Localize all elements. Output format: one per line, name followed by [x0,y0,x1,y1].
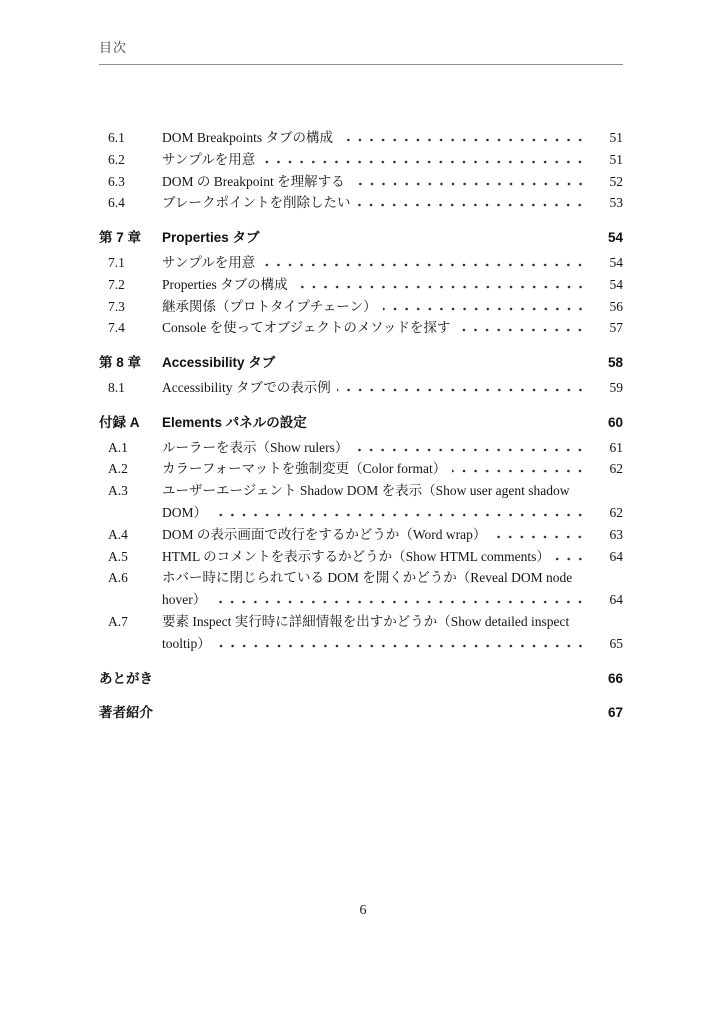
toc-chapter-row[interactable] [99,668,623,690]
toc-entry-row[interactable] [99,377,623,399]
chapter-page-number: 60 [607,414,623,430]
entry-page-number: 63 [609,526,623,542]
entry-title: 継承関係（プロトタイプチェーン） [162,298,377,314]
entry-page-number: 51 [609,151,623,167]
dot-leader [351,182,586,186]
leader-spacer [159,713,586,717]
chapter-label: 付録 A [99,414,140,430]
entry-number: 6.4 [108,195,125,211]
dot-leader [452,469,586,473]
entry-title: Properties タブの構成 [162,276,288,292]
page-number: 6 [359,903,367,918]
entry-page-number: 62 [609,504,623,520]
running-head [99,0,623,65]
toc-entry-row[interactable] [99,296,623,318]
chapter-label: 第 7 章 [99,230,142,246]
entry-number: 6.3 [108,173,125,189]
toc-entry-row[interactable] [99,171,623,193]
entry-number: A.1 [108,439,128,455]
entry-title-continuation: DOM） [162,504,208,520]
entry-number: A.6 [108,570,128,586]
entry-page-number: 54 [609,276,623,292]
toc-entry-row[interactable] [99,274,623,296]
entry-title: ブレークポイントを削除したい [162,195,351,211]
entry-number: A.5 [108,548,128,564]
entry-page-number: 54 [609,254,623,270]
entry-number: 6.1 [108,130,125,145]
toc-group [99,352,623,399]
toc-group [99,127,623,214]
dot-leader [356,203,586,207]
toc-entry-row[interactable] [99,546,623,568]
entry-page-number: 61 [609,439,623,455]
chapter-title: 著者紹介 [99,705,153,721]
entry-number: A.4 [108,526,128,542]
page-content [99,0,623,727]
entry-number: 8.1 [108,379,125,395]
entry-title: 要素 Inspect 実行時に詳細情報を出すかどうか（Show detailed inspect [162,613,570,629]
entry-title: HTML のコメントを表示するかどうか（Show HTML comments） [162,548,550,564]
entry-title: DOM の表示画面で改行をするかどうか（Word wrap） [162,526,487,542]
toc-group [99,412,623,655]
entry-page-number: 62 [609,461,623,477]
entry-title-continuation: hover） [162,592,207,608]
entry-title: DOM の Breakpoint を理解する [162,173,345,189]
leader-spacer [159,679,586,683]
toc-group [99,702,623,724]
toc-entry-continuation-row[interactable] [99,633,623,655]
entry-title: サンプルを用意 [162,151,256,167]
entry-number: 7.4 [108,320,125,336]
entry-page-number: 64 [609,592,623,608]
entry-page-number: 56 [609,298,623,314]
entry-number: 7.1 [108,254,125,270]
entry-title: サンプルを用意 [162,254,256,270]
entry-page-number: 51 [609,130,623,145]
chapter-page-number: 58 [607,355,623,371]
toc-entry-row[interactable] [99,524,623,546]
toc-entry-row[interactable] [99,149,623,171]
chapter-title: あとがき [99,670,153,686]
entry-title: ユーザーエージェント Shadow DOM を表示（Show user agent shadow [162,483,570,499]
chapter-title: Properties タブ [162,230,260,246]
chapter-page-number: 54 [607,230,623,246]
entry-title: ルーラーを表示（Show rulers） [162,439,349,455]
entry-page-number: 57 [609,320,623,336]
toc-entry-row[interactable] [99,458,623,480]
entry-number: A.2 [108,461,128,477]
entry-title: ホバー時に閉じられている DOM を開くかどうか（Reveal DOM node [162,570,573,586]
dot-leader [383,307,586,311]
dot-leader [212,600,586,604]
dot-leader [492,535,586,539]
entry-number: 6.2 [108,151,125,167]
running-head-title: 目次 [99,40,128,55]
dot-leader [339,138,586,142]
entry-page-number: 65 [609,635,623,651]
dot-leader [294,285,586,289]
toc-chapter-row[interactable] [99,702,623,724]
toc-entry-row[interactable] [99,192,623,214]
dot-leader [213,513,586,517]
toc-group [99,227,623,339]
chapter-title: Elements パネルの設定 [162,414,307,430]
entry-number: A.3 [108,483,128,499]
entry-number: A.7 [108,613,128,629]
toc-entry-row[interactable] [99,317,623,339]
leader-spacer [281,363,586,367]
header-rule [99,64,623,65]
table-of-contents [99,127,623,724]
toc-entry-continuation-row[interactable] [99,502,623,524]
dot-leader [337,388,586,392]
leader-spacer [266,238,586,242]
dot-leader [217,644,586,648]
entry-title-continuation: tooltip） [162,635,211,651]
entry-number: 7.2 [108,276,125,292]
toc-entry-row[interactable] [99,567,623,589]
chapter-title: Accessibility タブ [162,355,276,371]
dot-leader [456,328,586,332]
dot-leader [261,160,586,164]
toc-chapter-row[interactable] [99,227,623,249]
entry-title: DOM Breakpoints タブの構成 [162,130,333,145]
toc-chapter-row[interactable] [99,412,623,434]
entry-page-number: 53 [609,195,623,211]
dot-leader [556,557,586,561]
entry-page-number: 52 [609,173,623,189]
entry-title: Console を使ってオブジェクトのメソッドを探す [162,320,451,336]
chapter-page-number: 66 [607,670,623,686]
entry-number: 7.3 [108,298,125,314]
toc-entry-row[interactable] [99,437,623,459]
chapter-label: 第 8 章 [99,355,142,371]
leader-spacer [313,423,586,427]
toc-group [99,668,623,690]
dot-leader [261,263,586,267]
dot-leader [354,448,586,452]
chapter-page-number: 67 [607,705,623,721]
toc-entry-row[interactable] [99,480,623,502]
entry-title: カラーフォーマットを強制変更（Color format） [162,461,447,477]
toc-entry-row[interactable] [99,252,623,274]
toc-entry-row[interactable] [99,611,623,633]
entry-title: Accessibility タブでの表示例 [162,379,331,395]
toc-entry-row[interactable] [99,127,623,149]
toc-entry-continuation-row[interactable] [99,589,623,611]
entry-page-number: 59 [609,379,623,395]
toc-chapter-row[interactable] [99,352,623,374]
entry-page-number: 64 [609,548,623,564]
